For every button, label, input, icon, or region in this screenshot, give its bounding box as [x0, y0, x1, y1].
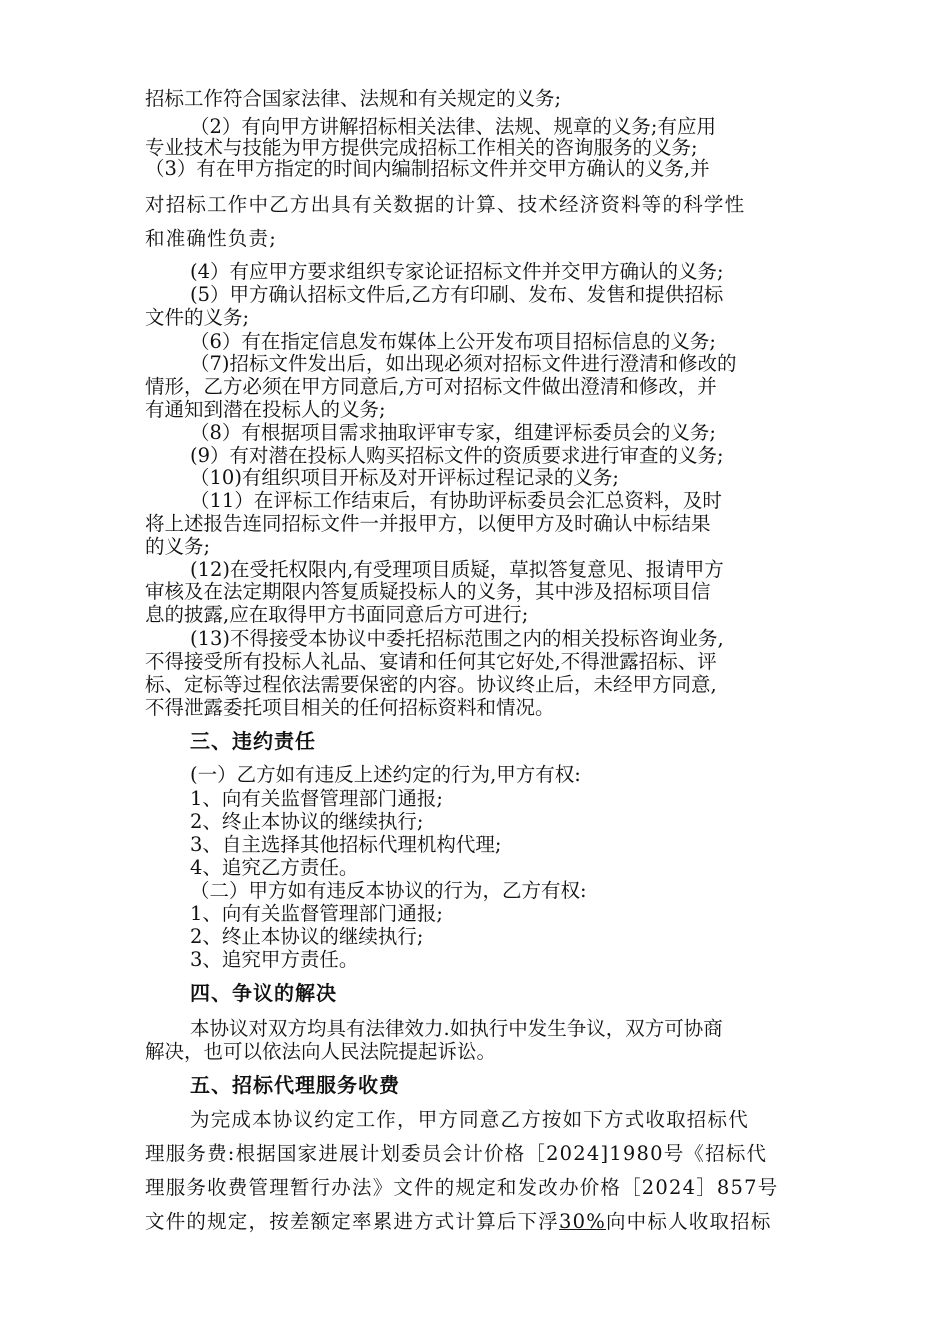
section-heading: 四、争议的解决: [190, 981, 337, 1005]
paragraph-line: （二）甲方如有违反本协议的行为，乙方有权:: [190, 879, 587, 902]
list-item: 3、追究甲方责任。: [190, 948, 359, 971]
paragraph-line: 招标工作符合国家法律、法规和有关规定的义务;: [145, 87, 562, 110]
list-item: 1、向有关监督管理部门通报;: [190, 902, 443, 925]
section-heading: 五、招标代理服务收费: [190, 1073, 400, 1097]
paragraph-line: 理服务费:根据国家进展计划委员会计价格［2024]1980号《招标代: [145, 1142, 768, 1165]
list-item: 2、终止本协议的继续执行;: [190, 810, 424, 833]
paragraph-line: （8）有根据项目需求抽取评审专家，组建评标委员会的义务;: [190, 421, 716, 444]
paragraph-line: （2）有向甲方讲解招标相关法律、法规、规章的义务;有应用: [190, 115, 716, 138]
discount-percent: 30%: [559, 1210, 606, 1233]
paragraph-line: (13)不得接受本协议中委托招标范围之内的相关投标咨询业务,: [190, 627, 724, 650]
paragraph-line: 息的披露,应在取得甲方书面同意后方可进行;: [145, 603, 529, 626]
paragraph-line: 的义务;: [145, 535, 211, 558]
paragraph-line: (一）乙方如有违反上述约定的行为,甲方有权:: [190, 763, 581, 786]
list-item: 1、向有关监督管理部门通报;: [190, 787, 443, 810]
list-item: 3、自主选择其他招标代理机构代理;: [190, 833, 502, 856]
paragraph-line: 和准确性负责;: [145, 227, 277, 250]
paragraph-line: 审核及在法定期限内答复质疑投标人的义务，其中涉及招标项目信: [145, 580, 711, 603]
paragraph-line: [145, 1210, 772, 1234]
paragraph-line: 为完成本协议约定工作，甲方同意乙方按如下方式收取招标代: [190, 1108, 749, 1131]
section-heading: 三、违约责任: [190, 729, 316, 753]
list-item: 2、终止本协议的继续执行;: [190, 925, 424, 948]
paragraph-line: 标、定标等过程依法需要保密的内容。协议终止后，未经甲方同意,: [145, 673, 717, 696]
paragraph-line: 对招标工作中乙方出具有关数据的计算、技术经济资料等的科学性: [145, 193, 746, 216]
paragraph-line: 有通知到潜在投标人的义务;: [145, 398, 386, 421]
paragraph-line: (5）甲方确认招标文件后,乙方有印刷、发布、发售和提供招标: [190, 283, 724, 306]
list-item: 4、追究乙方责任。: [190, 856, 359, 879]
paragraph-line: 解决，也可以依法向人民法院提起诉讼。: [145, 1040, 497, 1063]
paragraph-line: （7)招标文件发出后，如出现必须对招标文件进行澄清和修改的: [190, 352, 737, 375]
paragraph-line: 不得泄露委托项目相关的任何招标资料和情况。: [145, 696, 555, 719]
fee-clause-text: 文件的规定，按差额定率累进方式计算后下浮: [145, 1210, 560, 1233]
paragraph-line: (9）有对潜在投标人购买招标文件的资质要求进行审查的义务;: [190, 444, 724, 467]
paragraph-line: 理服务收费管理暂行办法》文件的规定和发改办价格［2024］857号: [145, 1176, 779, 1199]
paragraph-line: 不得接受所有投标人礼品、宴请和任何其它好处,不得泄露招标、评: [145, 650, 717, 673]
paragraph-line: 本协议对双方均具有法律效力.如执行中发生争议，双方可协商: [190, 1017, 723, 1040]
paragraph-line: (4）有应甲方要求组织专家论证招标文件并交甲方确认的义务;: [190, 260, 724, 283]
paragraph-line: 文件的义务;: [145, 306, 250, 329]
paragraph-line: （3）有在甲方指定的时间内编制招标文件并交甲方确认的义务,并: [145, 157, 710, 180]
paragraph-line: 情形，乙方必须在甲方同意后,方可对招标文件做出澄清和修改，并: [145, 375, 717, 398]
paragraph-line: （11）在评标工作结束后，有协助评标委员会汇总资料，及时: [190, 489, 722, 512]
paragraph-line: （6）有在指定信息发布媒体上公开发布项目招标信息的义务;: [190, 330, 716, 353]
paragraph-line: (12)在受托权限内,有受理项目质疑，草拟答复意见、报请甲方: [190, 558, 724, 581]
paragraph-line: 专业技术与技能为甲方提供完成招标工作相关的咨询服务的义务;: [145, 136, 698, 159]
paragraph-line: （10)有组织项目开标及对开评标过程记录的义务;: [190, 466, 619, 489]
paragraph-line: 将上述报告连同招标文件一并报甲方，以便甲方及时确认中标结果: [145, 512, 711, 535]
fee-clause-tail: 向中标人收取招标: [605, 1210, 772, 1233]
